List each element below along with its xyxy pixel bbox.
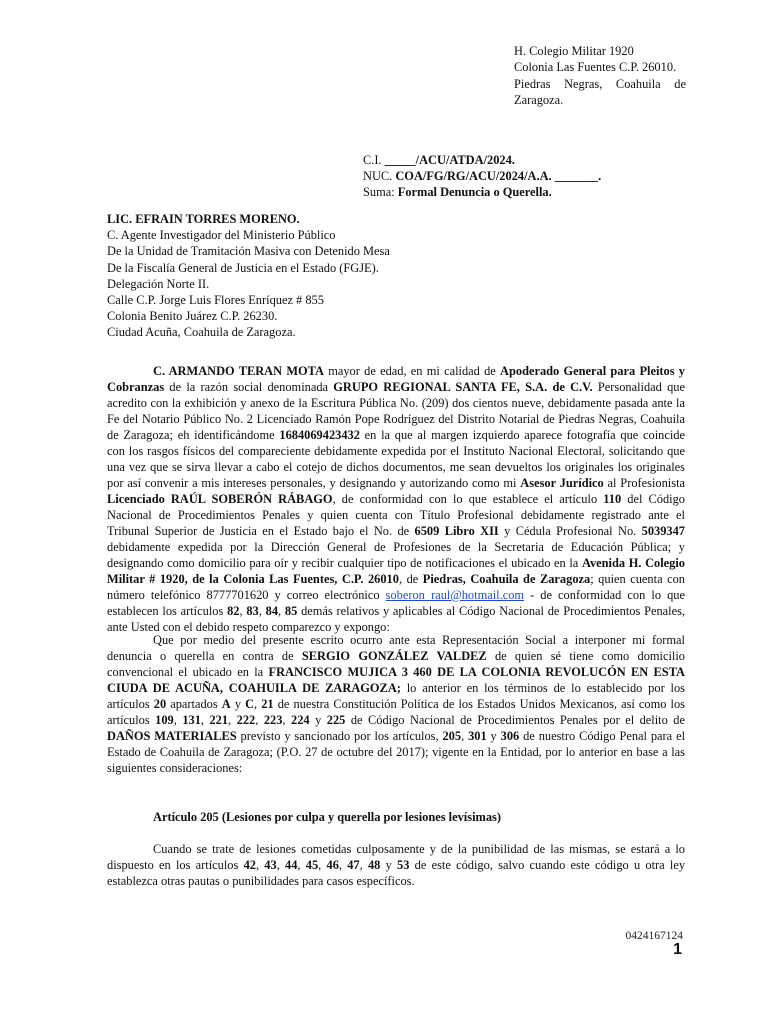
case-references (363, 152, 643, 200)
sender-address-line: Colonia Las Fuentes C.P. 26010. (514, 60, 677, 75)
text-line: Cuando se trate de lesiones cometidas culposamente y de la punibilidad de las mismas, se estará a lo (153, 842, 685, 856)
text-line: artículos 20 apartados A y C, 21 de nuestra Constitución Política de los Estados Unidos Mexicanos, así como los (107, 697, 685, 711)
text-line: DAÑOS MATERIALES previsto y sancionado por los artículos, 205, 301 y 306 de nuestro Código Penal para el (107, 729, 686, 743)
text-line: establezca otras pautas o punibilidades para casos específicos. (107, 874, 415, 888)
text-line: ante Usted con el debido respeto comparezco y expongo: (107, 620, 390, 634)
recipient-name-text: LIC. EFRAIN TORRES MORENO. (107, 212, 300, 226)
text-line: dispuesto en los artículos 42, 43, 44, 45, 46, 47, 48 y 53 de este código, salvo cuando este código u otra ley (107, 858, 686, 872)
ci-value: _____/ACU/ATDA/2024. (384, 153, 515, 167)
nuc-value: COA/FG/RG/ACU/2024/A.A. _______. (395, 169, 602, 183)
sender-address-line: H. Colegio Militar 1920 (514, 44, 634, 58)
article-heading-text: Artículo 205 (Lesiones por culpa y querella por lesiones levísimas) (153, 810, 501, 824)
paragraph-appearance (107, 363, 685, 635)
text-line: por así convenir a mis intereses personales, y designando y autorizando como mi Asesor Jurídico al Profesionista (107, 476, 686, 490)
recipient-line: De la Unidad de Tramitación Masiva con Detenido Mesa (107, 244, 390, 259)
text-line: artículos 109, 131, 221, 222, 223, 224 y 225 de Código Nacional de Procedimientos Penales por el delito de (107, 713, 685, 727)
page-number: 1 (673, 941, 682, 958)
text-line: siguientes consideraciones: (107, 761, 243, 775)
sender-address-line: Piedras Negras, Coahuila de (514, 76, 686, 91)
text-line: Fe del Notario Público No. 2 Licenciado Ramón Pope Rodríguez del Distrito Notarial de Piedras Negras, Coahuila (107, 412, 685, 426)
recipient-line: De la Fiscalía General de Justicia en el Estado (FGJE). (107, 260, 379, 275)
text-line: designando como domicilio para oír y recibir cualquier tipo de notificaciones el ubicado en la Avenida H. Colegio (107, 556, 685, 570)
paragraph-complaint (107, 632, 685, 776)
email-link[interactable]: soberon_raul@hotmail.com (385, 588, 525, 602)
document-code: 0424167124 (625, 930, 683, 942)
recipient-line: Delegación Norte II. (107, 276, 210, 291)
text-line: Nacional de Procedimientos Penales y quien cuenta con Título Profesional debidamente registrado ante el (107, 508, 685, 522)
recipient-line: Ciudad Acuña, Coahuila de Zaragoza. (107, 325, 296, 340)
nuc-reference (363, 168, 643, 184)
text-line: convencional el ubicado en la FRANCISCO MUJICA 3 460 DE LA COLONIA REVOLUCÓN EN ESTA (107, 665, 685, 679)
text-line: Tribunal Superior de Justicia en el Estado bajo el No. de 6509 Libro XII y Cédula Profesional No. 5039347 (107, 524, 685, 538)
article-heading (153, 809, 501, 825)
text-line: Estado de Coahuila de Zaragoza; (P.O. 27 de octubre del 2017); vigente en la Entidad, por lo anterior en base a las (107, 745, 685, 759)
text-line: una vez que se sirva llevar a cabo el cotejo de dichos documentos, me sean devueltos los originales los originales (107, 460, 685, 474)
text-line: C. ARMANDO TERAN MOTA mayor de edad, en mi calidad de Apoderado General para Pleitos y (153, 364, 685, 378)
text-line: establecen los artículos 82, 83, 84, 85 demás relativos y aplicables al Código Nacional de Procedimientos Penales, (107, 604, 686, 618)
recipient-line: C. Agente Investigador del Ministerio Público (107, 228, 336, 243)
text-line: debidamente expedida por la Dirección General de Profesiones de la Secretaria de Educación Pública; y (107, 540, 685, 554)
text-line: Militar # 1920, de la Colonia Las Fuentes, C.P. 26010, de Piedras, Coahuila de Zaragoza; quien cuenta con (107, 572, 685, 586)
suma-reference (363, 184, 643, 200)
nuc-label: NUC. (363, 169, 396, 183)
text-line: con los rasgos físicos del compareciente debidamente expedida por el Instituto Nacional Electoral, solicitando que (107, 444, 685, 458)
sender-address-line: Zaragoza. (514, 93, 564, 108)
recipient-block (107, 211, 527, 341)
ci-reference (363, 152, 643, 168)
text-line: denuncia o querella en contra de SERGIO GONZÁLEZ VALDEZ de quien sé tiene como domicilio (107, 649, 685, 663)
recipient-name (107, 211, 527, 227)
text-line: número telefónico 8777701620 y correo electrónico soberon_raul@hotmail.com - de conformidad con lo que (107, 588, 685, 602)
text-line: Licenciado RAÚL SOBERÓN RÁBAGO, de conformidad con lo que establece el artículo 110 del Código (107, 492, 685, 506)
text-line: CIUDA DE ACUÑA, COAHUILA DE ZARAGOZA; lo anterior en los términos de lo establecido por los (107, 681, 685, 695)
text-line: de Zaragoza; eh identificándome 1684069423432 en la que al margen izquierdo aparece fotografía que coincide (107, 428, 685, 442)
text-line: acredito con la exhibición y anexo de la Escritura Pública No. (209) dos cientos nueve, debidamente pasada ante la (107, 396, 685, 410)
recipient-line: Calle C.P. Jorge Luis Flores Enríquez # 855 (107, 293, 324, 308)
suma-label: Suma: (363, 185, 398, 199)
text-line: Que por medio del presente escrito ocurro ante esta Representación Social a interponer mi formal (153, 633, 685, 647)
text-line: Cobranzas de la razón social denominada GRUPO REGIONAL SANTA FE, S.A. de C.V. Personalidad que (107, 380, 685, 394)
sender-address (514, 43, 686, 109)
suma-value: Formal Denuncia o Querella. (397, 185, 552, 199)
ci-label: C.I. (363, 153, 385, 167)
recipient-line: Colonia Benito Juárez C.P. 26230. (107, 309, 278, 324)
paragraph-article-205 (107, 841, 685, 889)
